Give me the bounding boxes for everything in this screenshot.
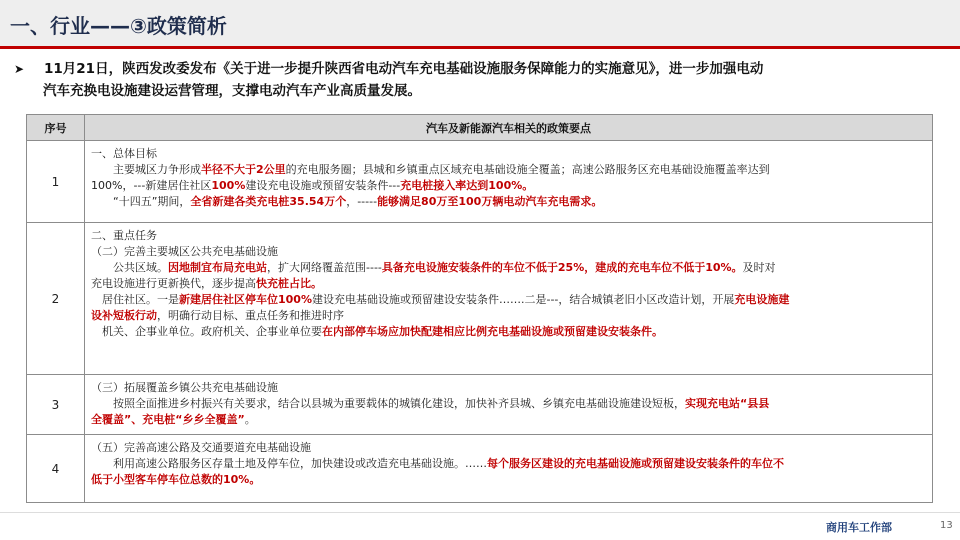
table-row xyxy=(27,141,933,223)
highlight-text: 100% xyxy=(211,179,246,192)
table-row xyxy=(27,223,933,375)
header-policy-points: 汽车及新能源汽车相关的政策要点 xyxy=(85,115,933,141)
body-text: “十四五”期间， xyxy=(91,195,191,208)
body-text: （五）完善高速公路及交通要道充电基础设施 xyxy=(91,441,311,454)
highlight-text: 全覆盖”、充电桩“乡乡全覆盖” xyxy=(91,413,245,426)
page-title: 一、行业——③政策简析 xyxy=(10,14,227,38)
page-number: 13 xyxy=(940,520,953,531)
highlight-text: 具备充电设施安装条件的车位不低于25%，建成的充电车位不低于10%。 xyxy=(381,261,743,274)
row-content xyxy=(85,375,933,435)
policy-line xyxy=(91,324,924,340)
lead-line-2: 汽车充换电设施建设运营管理，支撑电动汽车产业高质量发展。 xyxy=(43,83,421,99)
highlight-text: 设补短板行动 xyxy=(91,309,157,322)
policy-line xyxy=(91,146,924,162)
highlight-text: 因地制宜布局充电站 xyxy=(168,261,267,274)
policy-line xyxy=(91,292,924,308)
header-index: 序号 xyxy=(27,115,85,141)
lead-paragraph xyxy=(14,58,944,102)
body-text: （三）拓展覆盖乡镇公共充电基础设施 xyxy=(91,381,278,394)
policy-line xyxy=(91,194,924,210)
row-number: 4 xyxy=(27,435,85,503)
policy-table xyxy=(26,114,933,503)
highlight-text: 能够满足80万至100万辆电动汽车充电需求。 xyxy=(377,195,603,208)
policy-line xyxy=(91,244,924,260)
row-content xyxy=(85,141,933,223)
lead-line-1: 11月21日，陕西发改委发布《关于进一步提升陕西省电动汽车充电基础设施服务保障能力的实施意见》，进一步加强电动 xyxy=(44,61,764,77)
policy-line xyxy=(91,456,924,472)
row-content xyxy=(85,223,933,375)
highlight-text: 快充桩占比。 xyxy=(256,277,322,290)
body-text: ，----- xyxy=(346,195,378,208)
highlight-text: 实现充电站“县县 xyxy=(685,397,770,410)
table-row xyxy=(27,375,933,435)
policy-line xyxy=(91,472,924,488)
body-text: 的充电服务圈；县城和乡镇重点区域充电基础设施全覆盖；高速公路服务区充电基础设施覆盖率达到 xyxy=(285,163,770,176)
policy-line xyxy=(91,396,924,412)
body-text: 。 xyxy=(244,413,256,426)
footer-divider xyxy=(0,512,960,513)
policy-line xyxy=(91,412,924,428)
highlight-text: 半径不大于2公里 xyxy=(201,163,286,176)
policy-line xyxy=(91,162,924,178)
table-row xyxy=(27,435,933,503)
footer-department: 商用车工作部 xyxy=(826,521,892,534)
body-text: 100%，---新建居住社区 xyxy=(91,179,212,192)
body-text: 充电设施进行更新换代，逐步提高 xyxy=(91,277,256,290)
body-text: ，扩大网络覆盖范围---- xyxy=(267,261,382,274)
row-number: 3 xyxy=(27,375,85,435)
body-text: 一、总体目标 xyxy=(91,147,157,160)
policy-line xyxy=(91,228,924,244)
highlight-text: 新建居住社区停车位100% xyxy=(179,293,312,306)
highlight-text: 全省新建各类充电桩35.54万个 xyxy=(190,195,347,208)
body-text: 二、重点任务 xyxy=(91,229,157,242)
highlight-text: 在内部停车场应加快配建相应比例充电基础设施或预留建设安装条件。 xyxy=(322,325,663,338)
policy-line xyxy=(91,178,924,194)
policy-line xyxy=(91,380,924,396)
body-text: （二）完善主要城区公共充电基础设施 xyxy=(91,245,278,258)
body-text: ，明确行动目标、重点任务和推进时序 xyxy=(157,309,344,322)
highlight-text: 充电设施建 xyxy=(734,293,790,306)
row-number: 1 xyxy=(27,141,85,223)
highlight-text: 充电桩接入率达到100%。 xyxy=(400,179,534,192)
body-text: 建设充电基础设施或预留建设安装条件…….二是---，结合城镇老旧小区改造计划，开展 xyxy=(311,293,735,306)
highlight-text: 低于小型客车停车位总数的10%。 xyxy=(91,473,261,486)
body-text: 按照全面推进乡村振兴有关要求，结合以县城为重要载体的城镇化建设，加快补齐县城、乡镇充电基础设施建设短板， xyxy=(91,397,685,410)
row-content xyxy=(85,435,933,503)
body-text: 建设充电设施或预留安装条件--- xyxy=(245,179,401,192)
body-text: 利用高速公路服务区存量土地及停车位，加快建设或改造充电基础设施。…… xyxy=(91,457,487,470)
highlight-text: 每个服务区建设的充电基础设施或预留建设安装条件的车位不 xyxy=(487,457,784,470)
table-header-row xyxy=(27,115,933,141)
title-underline xyxy=(0,46,960,49)
body-text: 及时对 xyxy=(742,261,776,274)
body-text: 居住社区。一是 xyxy=(91,293,179,306)
body-text: 主要城区力争形成 xyxy=(91,163,201,176)
policy-line xyxy=(91,440,924,456)
body-text: 公共区域。 xyxy=(91,261,168,274)
title-bar xyxy=(0,0,960,46)
policy-line xyxy=(91,308,924,324)
policy-line xyxy=(91,276,924,292)
row-number: 2 xyxy=(27,223,85,375)
policy-line xyxy=(91,260,924,276)
arrow-bullet-icon: ➤ xyxy=(14,62,25,76)
body-text: 机关、企事业单位。政府机关、企事业单位要 xyxy=(91,325,322,338)
